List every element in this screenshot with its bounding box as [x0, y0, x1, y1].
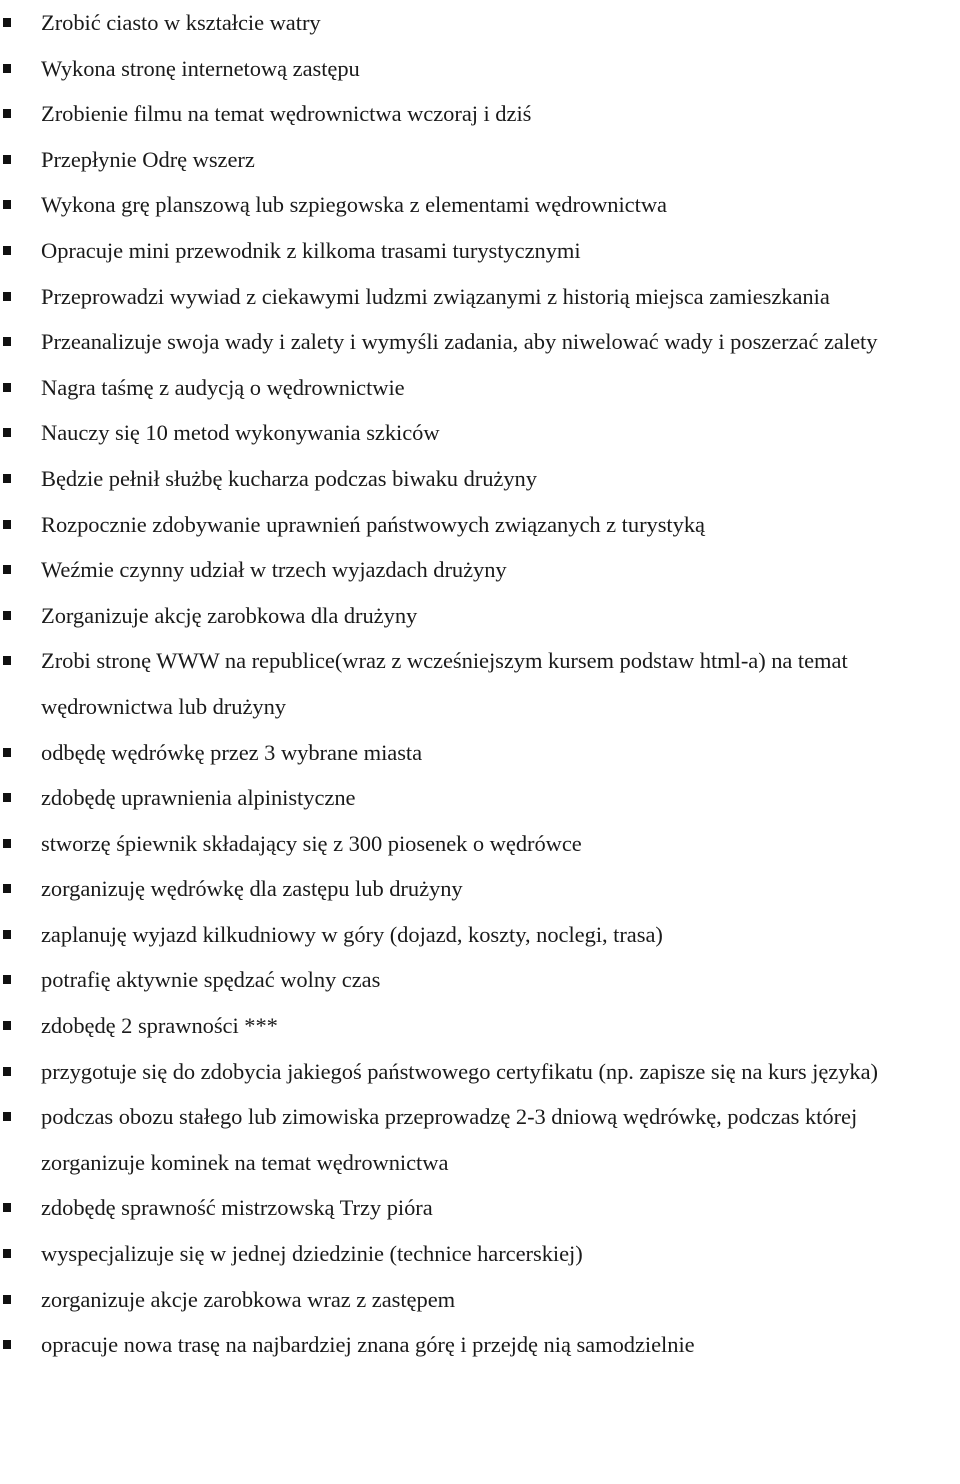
list-item-text: Nauczy się 10 metod wykonywania szkiców: [41, 420, 440, 446]
list-item: [0, 46, 960, 92]
square-bullet-icon: [3, 930, 11, 939]
square-bullet-icon: [3, 1021, 11, 1030]
list-item-text: Przepłynie Odrę wszerz: [41, 146, 255, 172]
square-bullet-icon: [3, 975, 11, 984]
list-item-text: Zorganizuje akcję zarobkowa dla drużyny: [41, 602, 418, 628]
list-item-text: Wykona grę planszową lub szpiegowska z elementami wędrownictwa: [41, 192, 667, 218]
list-item: [0, 866, 960, 912]
list-item-text: zorganizuję wędrówkę dla zastępu lub drużyny: [41, 876, 463, 902]
list-item: [0, 957, 960, 1003]
list-item-text: przygotuje się do zdobycia jakiegoś państwowego certyfikatu (np. zapisze się na kurs języka): [41, 1058, 878, 1084]
square-bullet-icon: [3, 337, 11, 346]
list-item: [0, 912, 960, 958]
list-item-text: Zrobi stronę WWW na republice(wraz z wcześniejszym kursem podstaw html-a) na temat wędrownictwa lub drużyny: [41, 648, 848, 719]
list-item: [0, 1094, 960, 1185]
list-item-text: wyspecjalizuje się w jednej dziedzinie (technice harcerskiej): [41, 1241, 583, 1267]
list-item: [0, 410, 960, 456]
square-bullet-icon: [3, 839, 11, 848]
list-item: [0, 775, 960, 821]
list-item: [0, 1231, 960, 1277]
list-item-text: Będzie pełnił służbę kucharza podczas biwaku drużyny: [41, 465, 537, 491]
list-item: [0, 638, 960, 729]
list-item-text: potrafię aktywnie spędzać wolny czas: [41, 967, 381, 993]
list-item: [0, 456, 960, 502]
list-item: [0, 593, 960, 639]
list-item-text: zaplanuję wyjazd kilkudniowy w góry (dojazd, koszty, noclegi, trasa): [41, 921, 663, 947]
square-bullet-icon: [3, 18, 11, 27]
square-bullet-icon: [3, 520, 11, 529]
list-item-text: podczas obozu stałego lub zimowiska przeprowadzę 2-3 dniową wędrówkę, podczas której zorganizuje kominek na temat wędrownictwa: [41, 1104, 858, 1175]
list-item: [0, 1049, 960, 1095]
square-bullet-icon: [3, 656, 11, 665]
square-bullet-icon: [3, 383, 11, 392]
list-item-text: zdobędę uprawnienia alpinistyczne: [41, 785, 356, 811]
list-item: [0, 1185, 960, 1231]
list-item-text: opracuje nowa trasę na najbardziej znana górę i przejdę nią samodzielnie: [41, 1332, 695, 1358]
list-item: [0, 274, 960, 320]
list-item: [0, 502, 960, 548]
list-item: [0, 547, 960, 593]
list-item-text: odbędę wędrówkę przez 3 wybrane miasta: [41, 739, 423, 765]
list-item: [0, 365, 960, 411]
list-item-text: Zrobić ciasto w kształcie watry: [41, 10, 321, 35]
list-item: [0, 730, 960, 776]
square-bullet-icon: [3, 292, 11, 301]
list-item-text: Opracuje mini przewodnik z kilkoma trasami turystycznymi: [41, 237, 581, 263]
list-item: [0, 228, 960, 274]
square-bullet-icon: [3, 1067, 11, 1076]
list-item: [0, 319, 960, 365]
square-bullet-icon: [3, 748, 11, 757]
list-item-text: stworzę śpiewnik składający się z 300 piosenek o wędrówce: [41, 830, 582, 856]
list-item: [0, 1277, 960, 1323]
list-item-text: Rozpocznie zdobywanie uprawnień państwowych związanych z turystyką: [41, 511, 705, 537]
square-bullet-icon: [3, 611, 11, 620]
list-item-text: Wykona stronę internetową zastępu: [41, 55, 360, 81]
list-item: [0, 0, 960, 46]
list-item: [0, 1003, 960, 1049]
list-item-text: zorganizuje akcje zarobkowa wraz z zastępem: [41, 1286, 456, 1312]
square-bullet-icon: [3, 200, 11, 209]
list-item: [0, 1322, 960, 1368]
list-item-text: zdobędę sprawność mistrzowską Trzy pióra: [41, 1195, 433, 1221]
list-item: [0, 821, 960, 867]
list-item: [0, 137, 960, 183]
list-item-text: Zrobienie filmu na temat wędrownictwa wczoraj i dziś: [41, 101, 532, 127]
square-bullet-icon: [3, 109, 11, 118]
list-item-text: Przeanalizuje swoja wady i zalety i wymyśli zadania, aby niwelować wady i poszerzać zalety: [41, 329, 878, 355]
list-item-text: Przeprowadzi wywiad z ciekawymi ludzmi związanymi z historią miejsca zamieszkania: [41, 283, 830, 309]
square-bullet-icon: [3, 565, 11, 574]
square-bullet-icon: [3, 884, 11, 893]
square-bullet-icon: [3, 428, 11, 437]
list-item-text: Nagra taśmę z audycją o wędrownictwie: [41, 374, 405, 400]
square-bullet-icon: [3, 1112, 11, 1121]
square-bullet-icon: [3, 155, 11, 164]
list-item-text: Weźmie czynny udział w trzech wyjazdach drużyny: [41, 557, 507, 583]
square-bullet-icon: [3, 474, 11, 483]
square-bullet-icon: [3, 1249, 11, 1258]
square-bullet-icon: [3, 246, 11, 255]
square-bullet-icon: [3, 1295, 11, 1304]
square-bullet-icon: [3, 793, 11, 802]
square-bullet-icon: [3, 1340, 11, 1349]
list-item-text: zdobędę 2 sprawności ***: [41, 1013, 278, 1039]
list-item: [0, 182, 960, 228]
square-bullet-icon: [3, 64, 11, 73]
square-bullet-icon: [3, 1203, 11, 1212]
list-item: [0, 91, 960, 137]
